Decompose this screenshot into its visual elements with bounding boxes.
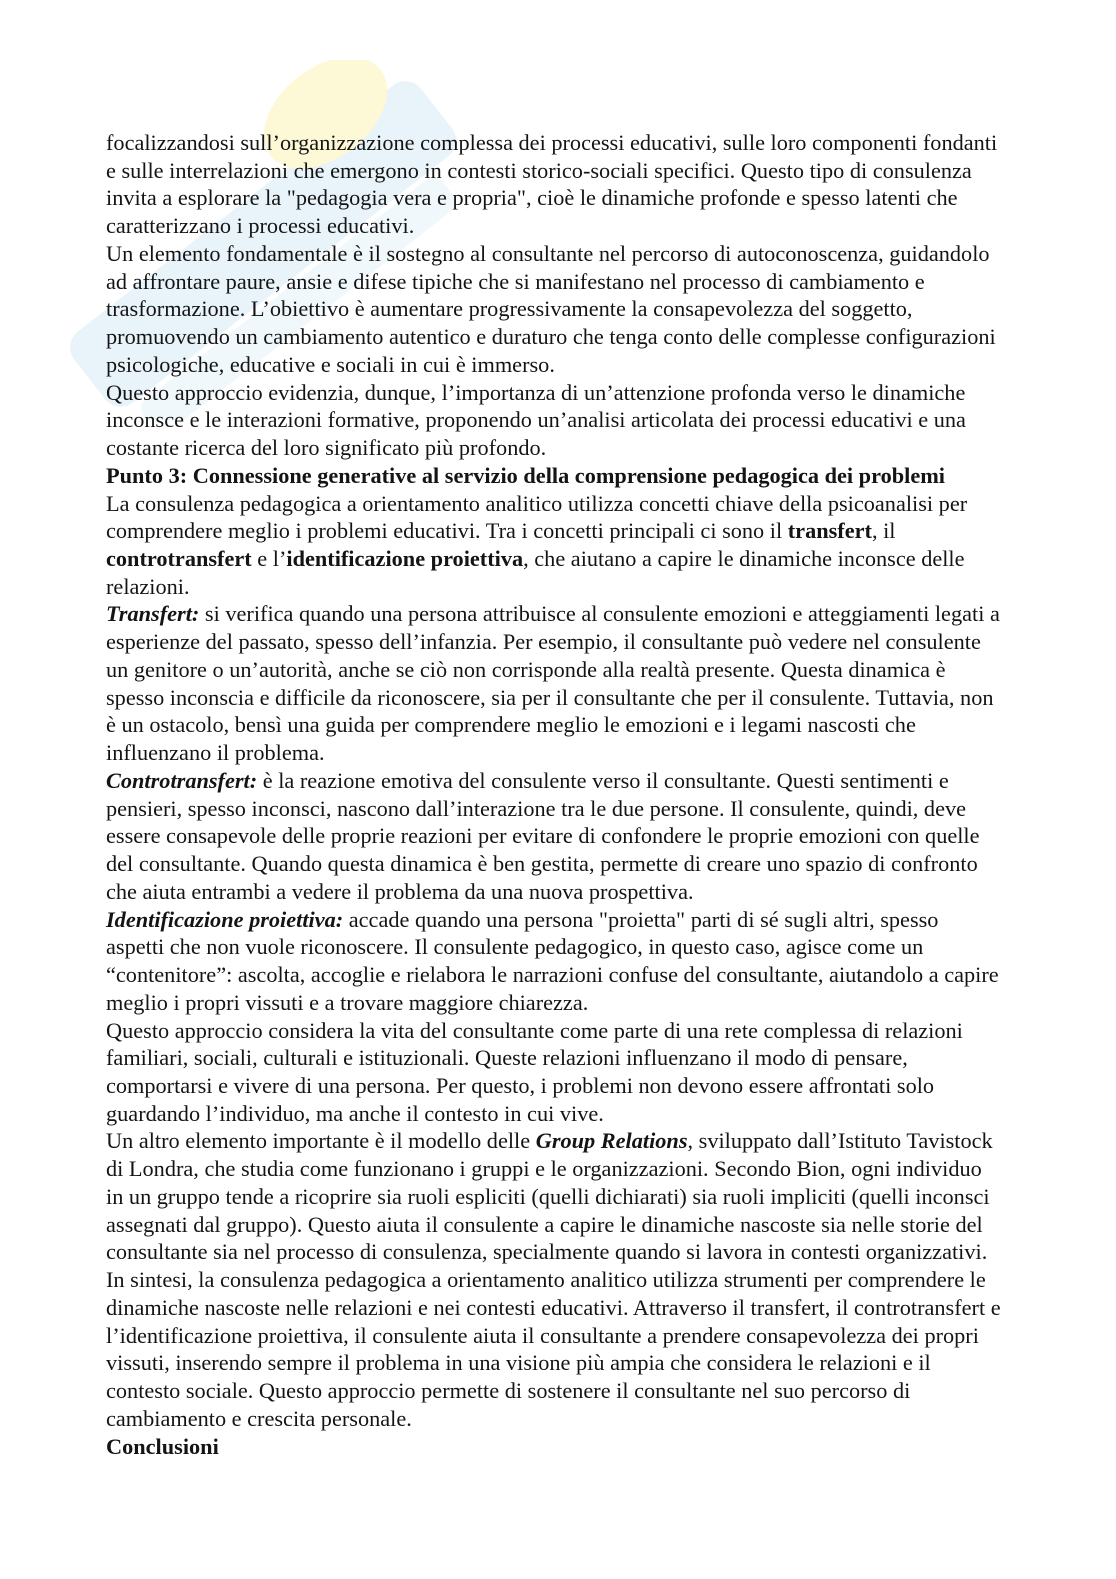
text-line: l’identificazione proiettiva, il consulente aiuta il consultante a prendere consapevolezza dei propri	[106, 1322, 979, 1348]
text-line: cambiamento e crescita personale.	[106, 1405, 412, 1431]
text-line: contesto sociale. Questo approccio permette di sostenere il consultante nel suo percorso di	[106, 1378, 911, 1404]
text-line: di Londra, che studia come funzionano i gruppi e le organizzazioni. Secondo Bion, ogni individuo	[106, 1156, 982, 1182]
text-line: è un ostacolo, bensì una guida per comprendere meglio le emozioni e i legami nascosti che	[106, 712, 916, 738]
paragraph-controtransfert	[106, 767, 1010, 906]
term-label: Controtransfert:	[106, 767, 258, 793]
text-line: influenzano il problema.	[106, 740, 325, 766]
paragraph	[106, 1127, 1010, 1266]
section-heading-conclusioni: Conclusioni	[106, 1433, 219, 1459]
term-label: Identificazione proiettiva:	[106, 906, 344, 932]
text-line: “contenitore”: ascolta, accoglie e rielabora le narrazioni confuse del consultante, aiutandolo a capire	[106, 962, 999, 988]
paragraph-transfert	[106, 600, 1010, 766]
text-line: relazioni.	[106, 573, 190, 599]
text-line: spesso inconscia e difficile da riconoscere, sia per il consultante che per il consulente. Tuttavia, non	[106, 684, 994, 710]
paragraph	[106, 1017, 1010, 1128]
text-line: del consultante. Quando questa dinamica è ben gestita, permette di creare uno spazio di confronto	[106, 851, 978, 877]
text-line: meglio i propri vissuti e a trovare maggiore chiarezza.	[106, 989, 589, 1015]
text-line: invita a esplorare la "pedagogia vera e propria", cioè le dinamiche profonde e spesso latenti che	[106, 185, 958, 211]
text-line: essere consapevole delle proprie reazioni per evitare di confondere le proprie emozioni con quelle	[106, 823, 980, 849]
text-line: In sintesi, la consulenza pedagogica a orientamento analitico utilizza strumenti per comprendere le	[106, 1267, 986, 1293]
text-line: psicologiche, educative e sociali in cui è immerso.	[106, 351, 555, 377]
text-line: vissuti, inserendo sempre il problema in una visione più ampia che considera le relazioni e il	[106, 1350, 931, 1376]
text-line: che aiuta entrambi a vedere il problema da una nuova prospettiva.	[106, 878, 694, 904]
key-term: transfert	[787, 518, 872, 544]
text-line: Transfert: si verifica quando una persona attribuisce al consulente emozioni e atteggiamenti legati a	[106, 601, 1000, 627]
text-line: promuovendo un cambiamento autentico e duraturo che tenga conto delle complesse configurazioni	[106, 324, 996, 350]
text-line: pensieri, spesso inconsci, nascono dall’interazione tra le due persone. Il consulente, quindi, deve	[106, 795, 967, 821]
text-line: focalizzandosi sull’organizzazione complessa dei processi educativi, sulle loro componenti fondanti	[106, 130, 998, 155]
key-term: identificazione proiettiva	[286, 546, 524, 572]
text-line: consultante sia nel processo di consulenza, specialmente quando si lavora in contesti organizzativi.	[106, 1239, 988, 1265]
document-body	[106, 129, 1010, 1460]
text-line: caratterizzano i processi educativi.	[106, 213, 415, 239]
text-line: esperienze del passato, spesso dell’infanzia. Per esempio, il consultante può vedere nel consulente	[106, 629, 981, 655]
text-line: comportarsi e vivere di una persona. Per questo, i problemi non devono essere affrontati solo	[106, 1072, 935, 1098]
text-line: dinamiche nascoste nelle relazioni e nei contesti educativi. Attraverso il transfert, il controtransfert e	[106, 1294, 1001, 1320]
text-line: ad affrontare paure, ansie e difese tipiche che si manifestano nel processo di cambiamento e	[106, 268, 925, 294]
text-line: controtransfert e l’identificazione proiettiva, che aiutano a capire le dinamiche inconsce delle	[106, 546, 965, 572]
text-line: Un altro elemento importante è il modello delle Group Relations, sviluppato dall’Istituto Tavistock	[106, 1128, 993, 1154]
text-line: assegnati dal gruppo). Questo aiuta il consulente a capire le dinamiche nascoste sia nelle storie del	[106, 1211, 983, 1237]
paragraph	[106, 490, 1010, 601]
paragraph	[106, 129, 1010, 240]
text-line: Questo approccio evidenzia, dunque, l’importanza di un’attenzione profonda verso le dinamiche	[106, 379, 966, 405]
text-line: Controtransfert: è la reazione emotiva del consulente verso il consultante. Questi sentimenti e	[106, 767, 949, 793]
text-line: guardando l’individuo, ma anche il contesto in cui vive.	[106, 1100, 604, 1126]
text-line: Identificazione proiettiva: accade quando una persona "proietta" parti di sé sugli altri, spesso	[106, 906, 939, 932]
text-line: e sulle interrelazioni che emergono in contesti storico-sociali specifici. Questo tipo di consulenza	[106, 157, 972, 183]
text-line: un genitore o un’autorità, anche se ciò non corrisponde alla realtà presente. Questa dinamica è	[106, 656, 946, 682]
text-line: familiari, sociali, culturali e istituzionali. Queste relazioni influenzano il modo di pensare,	[106, 1045, 908, 1071]
paragraph-identificazione	[106, 906, 1010, 1017]
term-label: Transfert:	[106, 601, 200, 627]
paragraph	[106, 240, 1010, 379]
text-line: Questo approccio considera la vita del consultante come parte di una rete complessa di relazioni	[106, 1017, 963, 1043]
text-line: trasformazione. L’obiettivo è aumentare progressivamente la consapevolezza del soggetto,	[106, 296, 913, 322]
key-term: Group Relations	[535, 1128, 688, 1154]
paragraph	[106, 379, 1010, 462]
text-line: La consulenza pedagogica a orientamento analitico utilizza concetti chiave della psicoanalisi per	[106, 490, 968, 516]
text-line: in un gruppo tende a ricoprire sia ruoli espliciti (quelli dichiarati) sia ruoli impliciti (quelli inconsci	[106, 1183, 990, 1209]
key-term: controtransfert	[106, 546, 252, 572]
text-line: costante ricerca del loro significato più profondo.	[106, 435, 547, 461]
text-line: inconsce e le interazioni formative, proponendo un’analisi articolata dei processi educativi e una	[106, 407, 966, 433]
section-heading-punto3: Punto 3: Connessione generative al servizio della comprensione pedagogica dei problemi	[106, 462, 945, 488]
text-line: Un elemento fondamentale è il sostegno al consultante nel percorso di autoconoscenza, guidandolo	[106, 240, 990, 266]
text-line: aspetti che non vuole riconoscere. Il consulente pedagogico, in questo caso, agisce come un	[106, 934, 924, 960]
paragraph	[106, 1266, 1010, 1432]
text-line: comprendere meglio i problemi educativi. Tra i concetti principali ci sono il transfert, il	[106, 518, 896, 544]
